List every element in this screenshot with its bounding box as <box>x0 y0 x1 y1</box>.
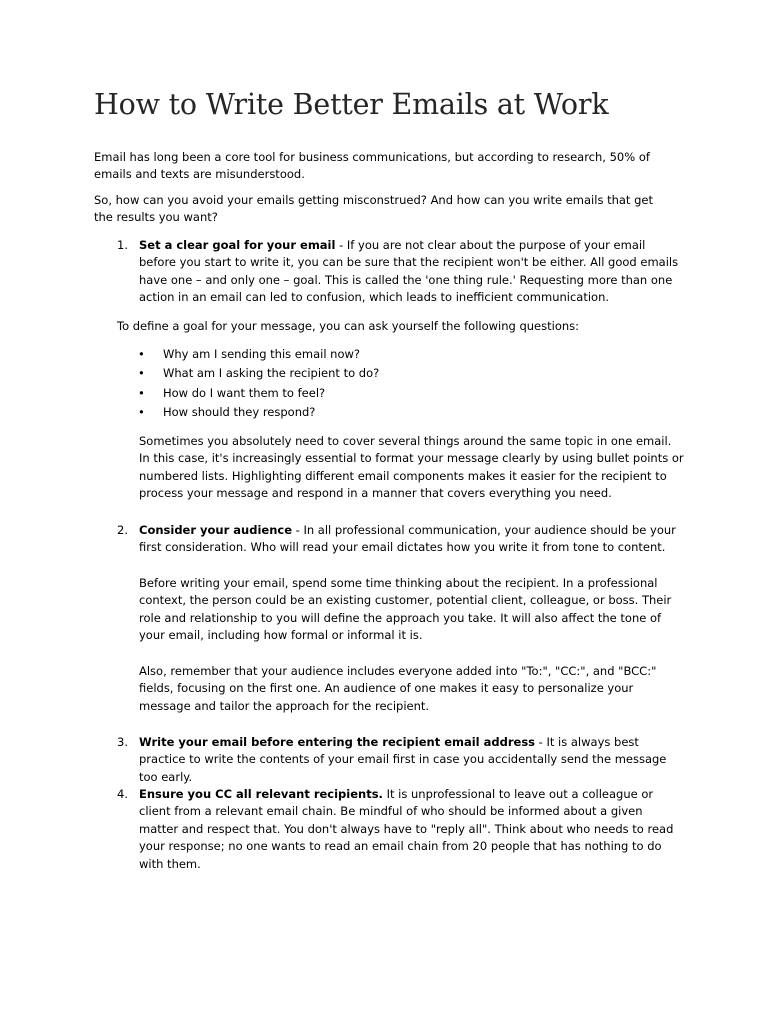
question-text: What am I asking the recipient to do? <box>163 366 380 381</box>
intro-question-paragraph: So, how can you avoid your emails getting misconstrued? And how can you write emails that get the results you want? <box>94 193 653 225</box>
list-item-heading: Write your email before entering the recipient email address <box>139 735 536 749</box>
bullet-icon: • <box>138 347 145 361</box>
list-item-body <box>139 237 682 307</box>
list-item-text: - If you are not clear about the purpose of your email before you start to write it, you can be sure that the recipient won't be either. All good emails have one – and only one – goal. This is called the 'one thing rule.' Requesting more than one action in an email can led to confusion, which leads to inefficient communication. <box>139 238 679 305</box>
list-item-text: It is unprofessional to leave out a colleague or client from a relevant email chain. Be mindful of who should be informed about a given matter and respect that. You don't always have to "reply all". Think about who needs to read your response; no one wants to read an email chain from 20 people that has nothing to do with them. <box>139 787 674 871</box>
list-item-heading: Ensure you CC all relevant recipients. <box>139 787 383 801</box>
list-item <box>117 365 682 384</box>
list-item-body <box>139 522 682 557</box>
list-item <box>117 404 682 423</box>
question-text: How should they respond? <box>163 405 316 420</box>
question-text: How do I want them to feel? <box>163 385 326 400</box>
question-text: Why am I sending this email now? <box>163 347 361 361</box>
audience-paragraph: Also, remember that your audience includes everyone added into "To:", "CC:", and "BCC:" fields, focusing on the first one. An audience of one makes it easy to personalize your message and tailor the approach for the recipient. <box>139 664 657 713</box>
list-item-body <box>139 786 682 873</box>
list-item-number: 4. <box>117 787 128 801</box>
define-goal-text: To define a goal for your message, you can ask yourself the following questions: <box>117 319 580 333</box>
list-item-body <box>139 734 682 786</box>
list-item-text: - In all professional communication, your audience should be your first consideration. Who will read your email dictates how you write it from tone to content. <box>139 523 676 555</box>
bullet-icon: • <box>138 405 145 420</box>
list-item-heading: Set a clear goal for your email <box>139 238 336 252</box>
list-item-text: - It is always best practice to write the contents of your email first in case you accidentally send the message too early. <box>139 735 667 784</box>
list-item-number: 2. <box>117 523 128 537</box>
formatting-paragraph: Sometimes you absolutely need to cover several things around the same topic in one email. In this case, it's increasingly essential to format your message clearly by using bullet points or numbered lists. Highlighting different email components makes it easier for the recipient to process your message and respond in a manner that covers everything you need. <box>139 434 684 501</box>
list-item-number: 1. <box>117 238 128 252</box>
intro-paragraph: Email has long been a core tool for business communications, but according to research, 50% of emails and texts are misunderstood. <box>94 150 650 182</box>
document-title: How to Write Better Emails at Work <box>94 88 609 121</box>
list-item-heading: Consider your audience <box>139 523 293 537</box>
bullet-icon: • <box>138 366 145 381</box>
bullet-icon: • <box>138 385 145 400</box>
list-item <box>117 346 682 365</box>
question-list <box>117 346 682 424</box>
recipient-paragraph: Before writing your email, spend some time thinking about the recipient. In a professional context, the person could be an existing customer, potential client, colleague, or boss. Their role and relationship to you will define the approach you take. It will also affect the tone of your email, including how formal or informal it is. <box>139 576 672 643</box>
list-item <box>117 385 682 404</box>
list-item-number: 3. <box>117 735 128 749</box>
